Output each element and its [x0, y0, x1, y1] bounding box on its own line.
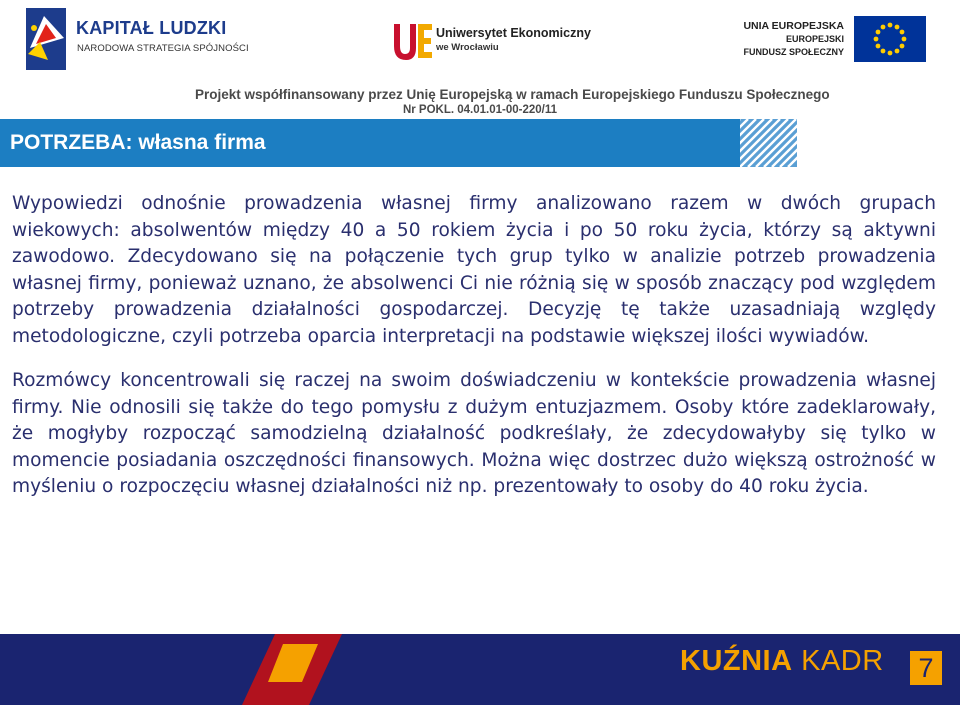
brand-bold: KUŹNIA	[680, 645, 793, 677]
project-cofinancing-note: Projekt współfinansowany przez Unię Europejską w ramach Europejskiego Funduszu Społecznego	[195, 87, 830, 102]
paragraph-2: Rozmówcy koncentrowali się raczej na swoim doświadczeniu w kontekście prowadzenia własnej firmy. Nie odnosili się także do tego pomysłu z dużym entuzjazmem. Osoby które zadeklarowały, że mogłyby rozpocząć samodzielną działalność podkreślały, że zdecydowałyby się tylko w momencie posiadania oszczędności finansowych. Można więc dostrzec dużo większą ostrożność w myśleniu o rozpoczęciu własnej działalności niż np. prezentowały to osoby do 40 roku życia.	[12, 370, 936, 497]
kapital-ludzki-subtitle: NARODOWA STRATEGIA SPÓJNOŚCI	[77, 43, 249, 54]
slide-title: POTRZEBA: własna firma	[10, 131, 266, 154]
title-bar	[0, 119, 740, 167]
eu-flag-icon	[854, 16, 926, 62]
university-logo	[392, 18, 592, 68]
kuznia-kadr-logo-text	[680, 645, 884, 678]
page-number: 7	[918, 653, 934, 683]
eu-union-label: UNIA EUROPEJSKA	[743, 20, 844, 32]
kapital-ludzki-star-icon	[26, 8, 70, 72]
eu-fund-label-1: EUROPEJSKI	[785, 34, 844, 44]
eu-fund-label-2: FUNDUSZ SPOŁECZNY	[743, 47, 844, 57]
ue-logo-icon	[392, 18, 434, 64]
project-number: Nr POKL. 04.01.01-00-220/11	[402, 104, 558, 116]
title-bar-hatch-decoration	[740, 119, 797, 167]
kapital-ludzki-title: KAPITAŁ LUDZKI	[76, 18, 227, 38]
footer-bar	[0, 634, 960, 705]
university-city: we Wrocławiu	[436, 42, 499, 53]
slide-content	[12, 191, 936, 501]
kapital-ludzki-logo	[26, 8, 249, 74]
eu-logo	[743, 16, 930, 68]
brand-light: KADR	[801, 645, 884, 677]
university-name: Uniwersytet Ekonomiczny	[436, 26, 591, 40]
paragraph-1: Wypowiedzi odnośnie prowadzenia własnej firmy analizowano razem w dwóch grupach wiekowych: absolwentów między 40 a 50 rokiem życia i po 50 roku życia, którzy są aktywni zawodowo. Zdecydowano się na połączenie tych grup tylko w analizie potrzeb prowadzenia własnej firmy, ponieważ uznano, że absolwenci Ci nie różnią się w sposób znaczący pod względem potrzeby prowadzenia działalności gospodarczej. Decyzję tę także uzasadniają względy metodologiczne, czyli potrzeba oparcia interpretacji na podstawie większej ilości wywiadów.	[12, 193, 936, 347]
